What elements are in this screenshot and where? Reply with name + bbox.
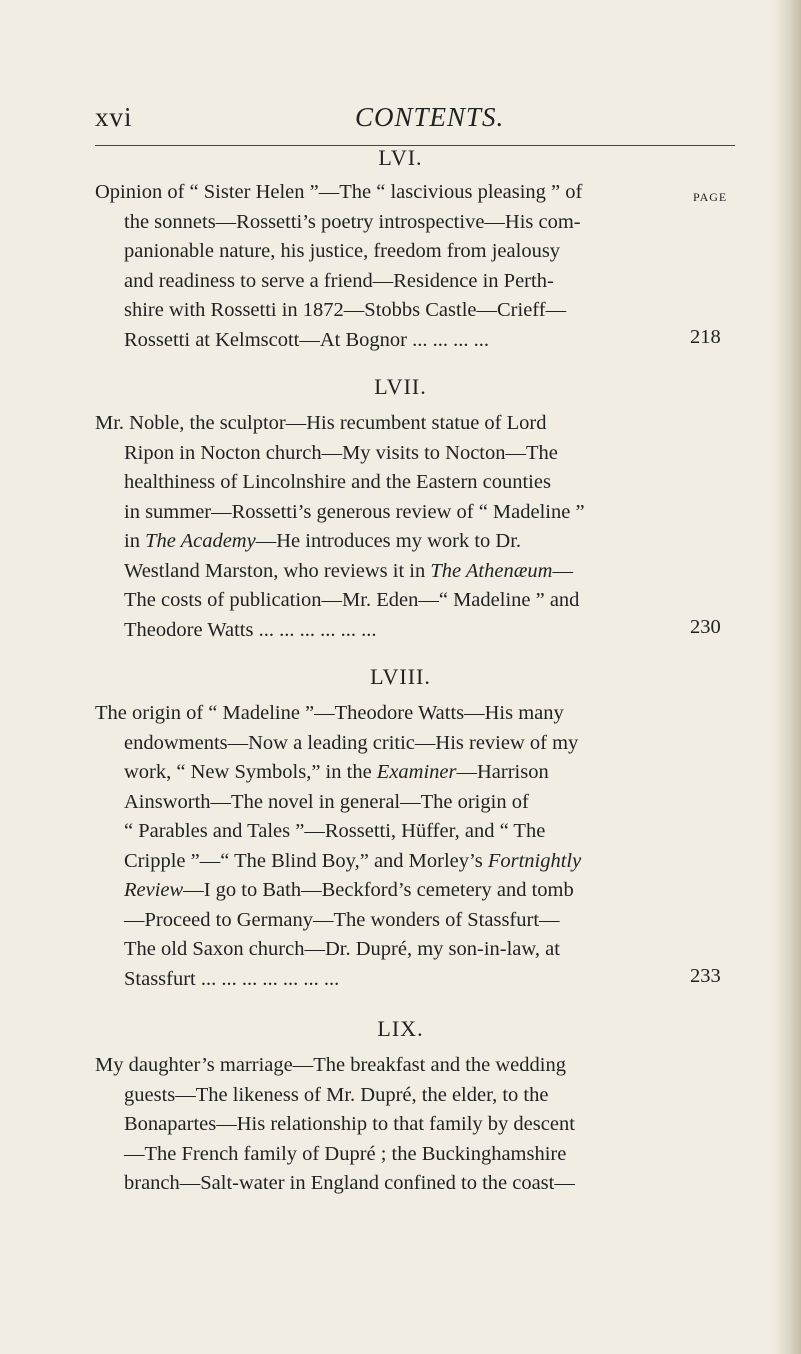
summary-line: —Proceed to Germany—The wonders of Stassfurt— xyxy=(124,908,560,931)
running-title: CONTENTS. xyxy=(355,102,505,132)
summary-line: Cripple ”—“ The Blind Boy,” and Morley’s Fortnightly xyxy=(124,849,582,872)
summary-line: Bonapartes—His relationship to that family by descent xyxy=(124,1113,575,1135)
page-number: 230 xyxy=(690,616,721,638)
page-column-label: PAGE xyxy=(693,190,728,204)
summary-line: guests—The likeness of Mr. Dupré, the elder, to the xyxy=(124,1083,549,1106)
chapter-number: LVI. xyxy=(378,145,423,170)
summary-line: the sonnets—Rossetti’s poetry introspective—His com- xyxy=(124,210,581,233)
summary-line: work, “ New Symbols,” in the Examiner—Harrison xyxy=(124,761,549,783)
summary-line: in The Academy—He introduces my work to Dr. xyxy=(124,530,522,552)
chapter-summary xyxy=(95,409,685,645)
summary-line: in summer—Rossetti’s generous review of “ Madeline ” xyxy=(124,500,585,523)
summary-line: shire with Rossetti in 1872—Stobbs Castle—Crieff— xyxy=(124,299,567,321)
page-folio: xvi xyxy=(95,102,133,132)
summary-line: Ripon in Nocton church—My visits to Nocton—The xyxy=(124,441,558,464)
summary-line: The old Saxon church—Dr. Dupré, my son-in-law, at xyxy=(124,938,560,960)
chapter-summary xyxy=(95,178,685,355)
summary-line: Rossetti at Kelmscott—At Bognor ... ... ... ... xyxy=(124,328,489,351)
summary-line: Theodore Watts ... ... ... ... ... ... xyxy=(124,618,377,641)
summary-line: The origin of “ Madeline ”—Theodore Watts—His many xyxy=(95,702,564,724)
summary-line: “ Parables and Tales ”—Rossetti, Hüffer, and “ The xyxy=(124,820,546,842)
summary-line: The costs of publication—Mr. Eden—“ Madeline ” and xyxy=(124,589,580,611)
summary-line: endowments—Now a leading critic—His review of my xyxy=(124,731,579,754)
summary-line: —The French family of Dupré ; the Buckinghamshire xyxy=(124,1142,567,1165)
summary-line: My daughter’s marriage—The breakfast and the wedding xyxy=(95,1054,566,1076)
summary-line: panionable nature, his justice, freedom from jealousy xyxy=(124,240,561,262)
chapter-summary xyxy=(95,699,685,994)
chapter-number: LIX. xyxy=(377,1016,424,1041)
page-number: 233 xyxy=(690,965,721,987)
summary-line: and readiness to serve a friend—Residence in Perth- xyxy=(124,269,554,292)
summary-line: branch—Salt-water in England confined to the coast— xyxy=(124,1172,575,1194)
summary-line: Review—I go to Bath—Beckford’s cemetery and tomb xyxy=(124,879,574,901)
summary-line: Ainsworth—The novel in general—The origin of xyxy=(124,790,529,813)
chapter-number: LVIII. xyxy=(370,664,431,689)
summary-line: Mr. Noble, the sculptor—His recumbent statue of Lord xyxy=(95,412,547,434)
summary-line: Stassfurt ... ... ... ... ... ... ... xyxy=(124,967,340,990)
chapter-summary xyxy=(95,1051,685,1199)
summary-line: healthiness of Lincolnshire and the Eastern counties xyxy=(124,471,551,493)
page-number: 218 xyxy=(690,326,721,348)
summary-line: Westland Marston, who reviews it in The Athenæum— xyxy=(124,559,573,582)
summary-line: Opinion of “ Sister Helen ”—The “ lascivious pleasing ” of xyxy=(95,181,583,203)
chapter-number: LVII. xyxy=(374,374,427,399)
running-head xyxy=(0,62,801,132)
